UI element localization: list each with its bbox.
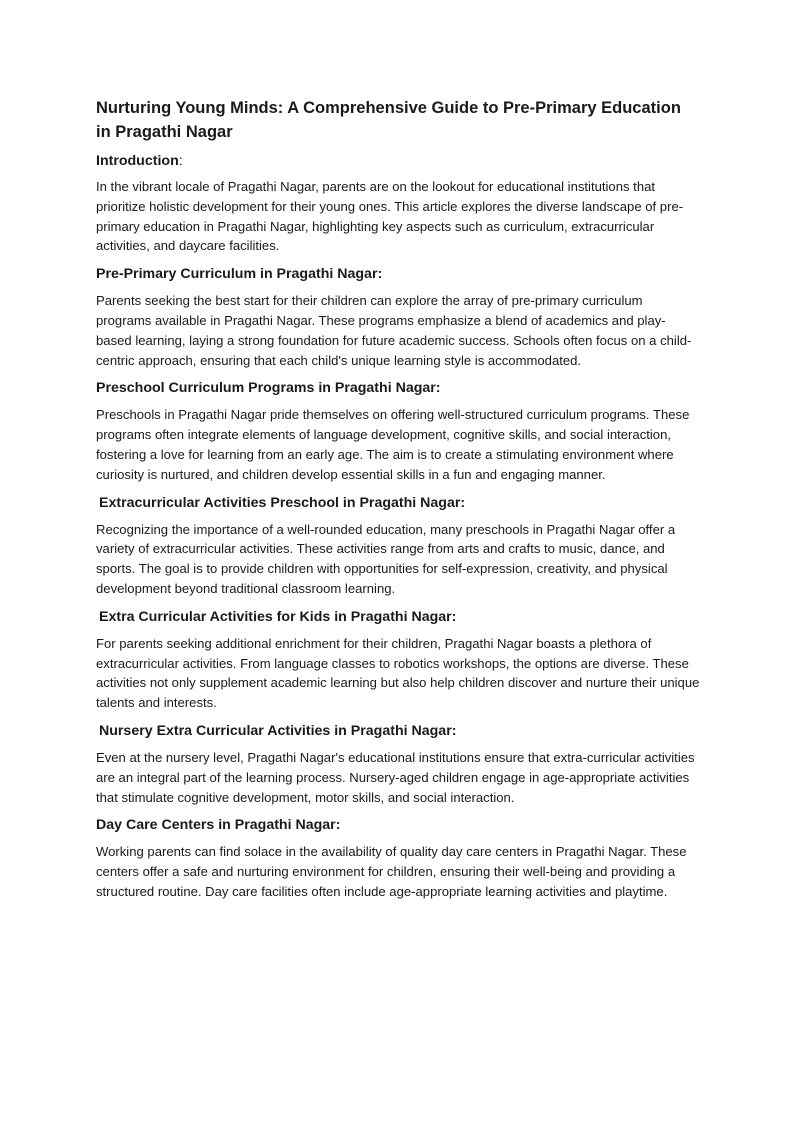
section-paragraph-extra-curricular-activities-kids: For parents seeking additional enrichment for their children, Pragathi Nagar boasts a plethora of extracurricular activities. From language classes to robotics workshops, the options are diverse. These activities not only supplement academic learning but also help children discover and nurture their unique talents and interests. (96, 635, 700, 711)
section-paragraph-pre-primary-curriculum: Parents seeking the best start for their children can explore the array of pre-primary curriculum programs available in Pragathi Nagar. These programs emphasize a blend of academics and play-based learning, laying a strong foundation for future academic success. Schools often focus on a child-centric approach, ensuring that each child's unique learning style is accommodated. (96, 293, 692, 368)
intro-paragraph: In the vibrant locale of Pragathi Nagar, parents are on the lookout for educational institutions that prioritize holistic development for their young ones. This article explores the diverse landscape of pre-primary education in Pragathi Nagar, highlighting key aspects such as curriculum, extracurricular activities, and daycare facilities. (96, 179, 684, 254)
document-title: Nurturing Young Minds: A Comprehensive Guide to Pre-Primary Education in Pragathi Nagar (96, 99, 681, 141)
section-heading-day-care-centers: Day Care Centers in Pragathi Nagar: (96, 817, 341, 834)
intro-heading (96, 151, 700, 171)
section-paragraph-day-care-centers: Working parents can find solace in the availability of quality day care centers in Pragathi Nagar. These centers offer a safe and nurturing environment for children, ensuring their well-being and providing a structured routine. Day care facilities often include age-appropriate learning activities and playtime. (96, 844, 687, 899)
section-heading-extracurricular-activities-preschool: Extracurricular Activities Preschool in Pragathi Nagar: (99, 494, 466, 511)
section-heading-preschool-curriculum-programs: Preschool Curriculum Programs in Pragathi Nagar: (96, 380, 441, 397)
document-page (96, 96, 700, 910)
section-paragraph-preschool-curriculum-programs: Preschools in Pragathi Nagar pride themselves on offering well-structured curriculum programs. These programs often integrate elements of language development, cognitive skills, and social interaction, fostering a love for learning from an early age. The aim is to create a stimulating environment where curiosity is nurtured, and children develop essential skills in a fun and engaging manner. (96, 407, 690, 482)
section-paragraph-extracurricular-activities-preschool: Recognizing the importance of a well-rounded education, many preschools in Pragathi Nagar offer a variety of extracurricular activities. These activities range from arts and crafts to music, dance, and sports. The goal is to provide children with opportunities for self-expression, creativity, and physical development beyond traditional classroom learning. (96, 521, 676, 596)
section-paragraph-nursery-extra-curricular: Even at the nursery level, Pragathi Nagar's educational institutions ensure that extra-curricular activities are an integral part of the learning process. Nursery-aged children engage in age-appropriate activities that stimulate cognitive development, motor skills, and social interaction. (96, 749, 695, 805)
section-heading-extra-curricular-activities-kids: Extra Curricular Activities for Kids in Pragathi Nagar: (99, 608, 457, 625)
section-heading-pre-primary-curriculum: Pre-Primary Curriculum in Pragathi Nagar: (96, 266, 383, 283)
intro-heading-label: Introduction (96, 153, 179, 169)
section-heading-nursery-extra-curricular: Nursery Extra Curricular Activities in Pragathi Nagar: (99, 722, 457, 739)
intro-heading-colon: : (178, 153, 183, 169)
